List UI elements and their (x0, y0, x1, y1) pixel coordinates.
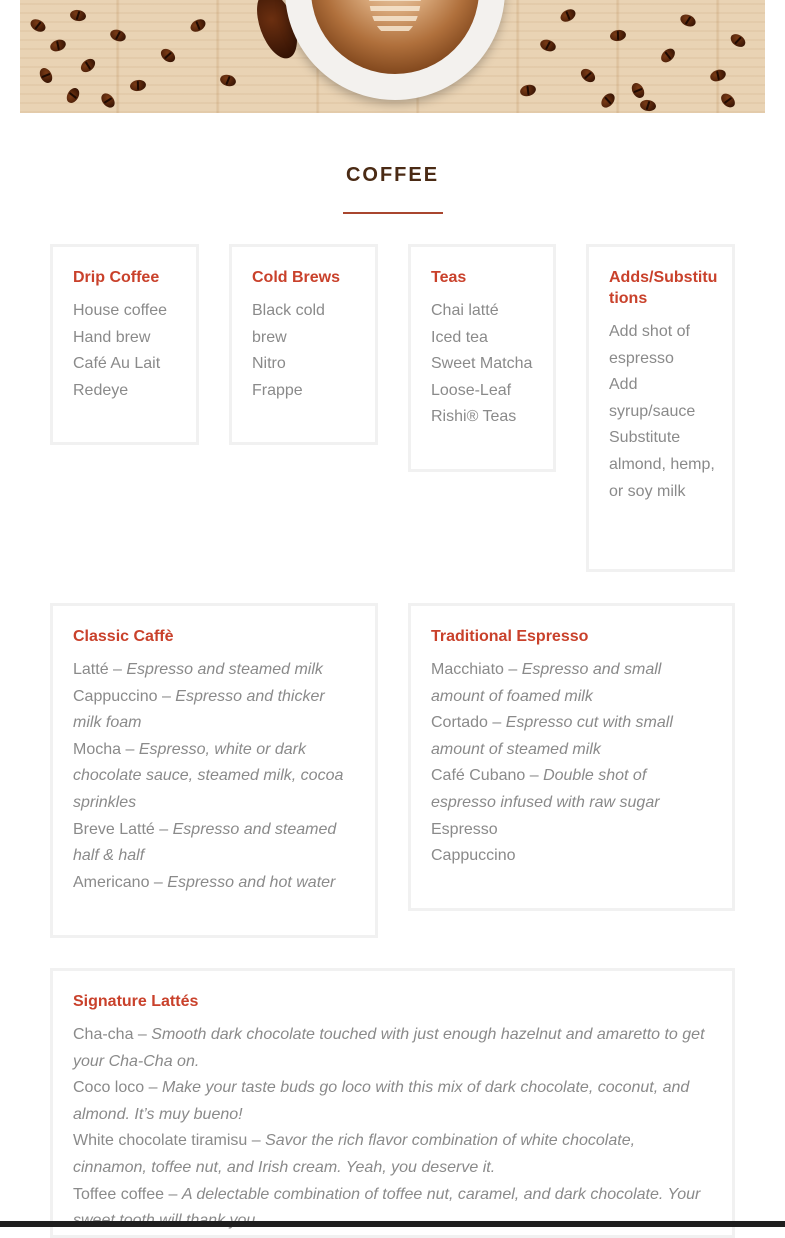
item-description: Espresso cut with small amount of steamed milk (431, 714, 673, 758)
card-title: Traditional Espresso (431, 628, 589, 645)
card-title: Signature Lattés (73, 993, 199, 1010)
hero-image (20, 0, 765, 113)
item-name: Cappuccino (431, 847, 516, 865)
item-name: Cappuccino – (73, 687, 176, 705)
menu-list (73, 1022, 712, 1235)
menu-item (73, 657, 353, 684)
item-name: Macchiato – (431, 661, 522, 678)
item-description: Espresso and thicker milk foam (73, 687, 325, 732)
menu-list (73, 298, 176, 404)
menu-item: Nitro (252, 355, 286, 373)
menu-item (73, 1075, 712, 1128)
menu-item (73, 684, 353, 737)
menu-item: Sweet Matcha (431, 355, 533, 373)
menu-item (73, 1128, 712, 1181)
menu-item (431, 657, 710, 710)
menu-item: Substitute almond, hemp, or soy milk (609, 429, 715, 500)
menu-item: Café Au Lait (73, 355, 161, 373)
menu-item (73, 817, 353, 870)
card-title: Adds/Substitutions (609, 269, 718, 307)
card-title: Classic Caffè (73, 628, 174, 645)
item-name: White chocolate tiramisu – (73, 1132, 266, 1150)
menu-item (73, 870, 353, 897)
item-description: Espresso and small amount of foamed milk (431, 661, 662, 705)
menu-item (431, 710, 710, 763)
latte-art (311, 0, 479, 74)
item-name: Espresso (431, 820, 498, 838)
menu-list (431, 298, 533, 431)
item-name: Coco loco – (73, 1079, 162, 1097)
section-title: COFFEE (345, 164, 440, 186)
card-signature-lattes (50, 968, 735, 1238)
menu-item: Frappe (252, 381, 303, 399)
menu-item: Hand brew (73, 328, 151, 346)
card-drip-coffee (50, 244, 199, 445)
item-name: Latté – (73, 661, 127, 678)
menu-item: Chai latté (431, 302, 499, 319)
item-name: Breve Latté – (73, 820, 173, 838)
item-description: Espresso, white or dark chocolate sauce, steamed milk, cocoa sprinkles (73, 740, 344, 811)
menu-list (609, 319, 720, 505)
card-teas (408, 244, 556, 472)
menu-item: Rishi® Teas (431, 408, 517, 426)
menu-item (431, 763, 710, 816)
item-description: Double shot of espresso infused with raw sugar (431, 767, 660, 811)
menu-item (73, 737, 353, 817)
menu-item (73, 1022, 712, 1075)
menu-item: Add shot of espresso (609, 323, 690, 367)
item-description: Smooth dark chocolate touched with just enough hazelnut and amaretto to get your Cha-Cha on. (73, 1026, 705, 1070)
menu-item (431, 843, 710, 870)
card-classic-caffe (50, 603, 378, 938)
item-description: Make your taste buds go loco with this mix of dark chocolate, coconut, and almond. It’s muy bueno! (73, 1079, 690, 1123)
item-description: Espresso and steamed milk (126, 661, 323, 678)
bottom-bar (0, 1221, 785, 1227)
item-name: Cha-cha – (73, 1026, 152, 1043)
menu-list (252, 298, 355, 404)
item-name: Cortado – (431, 714, 506, 732)
item-name: Café Cubano – (431, 767, 544, 785)
menu-item (431, 817, 710, 844)
menu-item: Add syrup/sauce (609, 376, 696, 420)
item-description: Espresso and steamed half & half (73, 820, 337, 865)
menu-item: Loose-Leaf (431, 381, 512, 399)
card-title: Teas (431, 269, 467, 286)
item-description: A delectable combination of toffee nut, caramel, and dark chocolate. Your (181, 1185, 701, 1203)
item-description: Savor the rich flavor combination of white chocolate, cinnamon, toffee nut, and Irish cream. Yeah, you deserve it. (73, 1132, 636, 1176)
card-adds-substitutions (586, 244, 735, 572)
section-divider (343, 212, 443, 214)
item-description: Espresso and hot water (167, 873, 336, 891)
card-traditional-espresso (408, 603, 735, 911)
menu-list (73, 657, 353, 896)
menu-list (431, 657, 710, 870)
menu-item: Black cold brew (252, 302, 325, 346)
card-title: Cold Brews (252, 269, 341, 286)
item-name: Americano – (73, 873, 168, 891)
card-cold-brews (229, 244, 378, 445)
item-name: Mocha – (73, 740, 139, 758)
menu-item: Iced tea (431, 328, 488, 346)
item-name: Toffee coffee – (73, 1185, 182, 1203)
card-title: Drip Coffee (73, 269, 160, 286)
menu-item: Redeye (73, 381, 129, 399)
menu-item: House coffee (73, 302, 167, 319)
